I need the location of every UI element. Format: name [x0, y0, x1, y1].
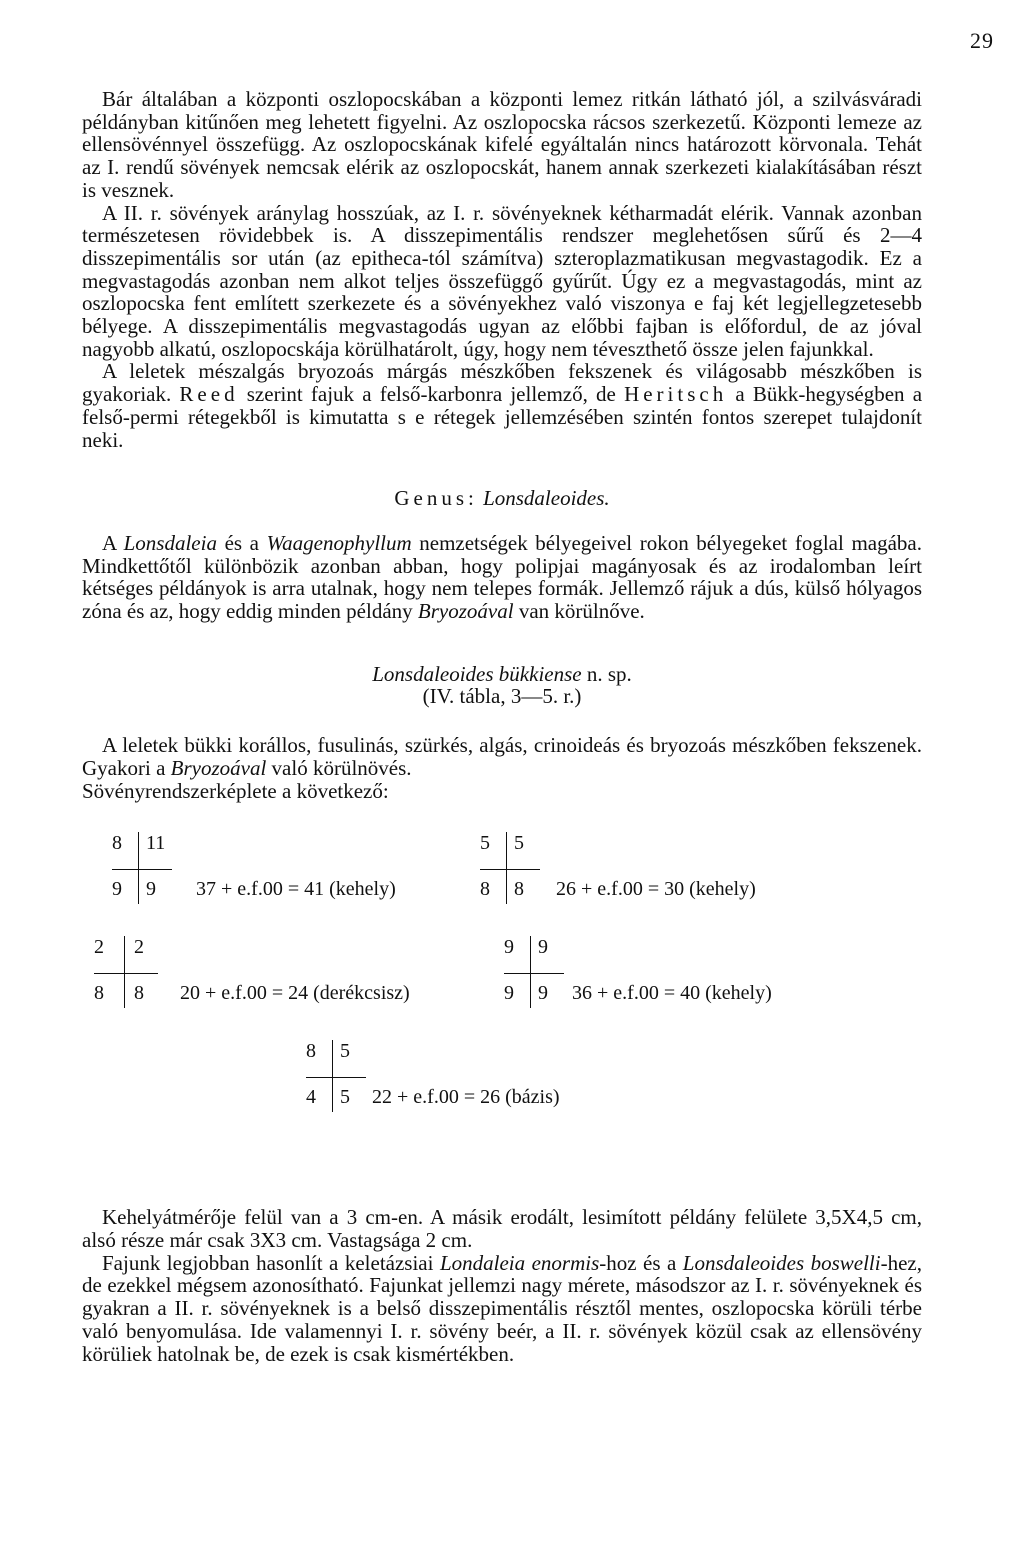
formula-line: [480, 869, 540, 870]
formula-line: [306, 1077, 366, 1078]
formula-cell: 8: [134, 982, 144, 1005]
formula-result: 36 + e.f.00 = 40 (kehely): [572, 982, 772, 1005]
formula-cell: 9: [146, 878, 156, 901]
formula-cell: 9: [504, 982, 514, 1005]
formula-result: 26 + e.f.00 = 30 (kehely): [556, 878, 756, 901]
formula-line: [506, 832, 507, 904]
paragraph-3-text-1: szerint fajuk a felső-karbonra jellemző, de: [238, 382, 625, 407]
paragraph-3-lead: A leletek mészalgás bryozoás márgás mészkőben fekszenek és világosabb mészkőben is gyakoriak.: [82, 359, 922, 407]
genus-paragraph: [82, 532, 922, 623]
genus-label: Genus:: [394, 486, 478, 511]
formula-cell: 8: [514, 878, 524, 901]
paragraph-2: A II. r. sövények aránylag hosszúak, az I. r. sövényeknek kétharmadát elérik. Vannak azonban természetesen rövidebbek is. A disszepimentális rendszer meglehetősen sűrű és 2—4 disszepimentális sor után (az epitheca-tól számítva) szteroplazmatikusan megvastagodik. Ez a megvastagodás azonban nem alkot teljes összefüggő gyűrűt. Úgy ez a megvastagodás, mint az oszlopocska fent említett szerkezete és a sövényekhez való viszonya e faj két legjellegzetesebb bélyege. A disszepimentális megvastagodás ugyan az előbbi fajban is előfordul, de az jóval nagyobb alkatú, oszlopocskája körülhatárolt, úgy, hogy nem téveszthető össze jelen fajunkkal.: [82, 200, 922, 361]
septal-formulas: [82, 832, 922, 1182]
formula-line: [94, 973, 158, 974]
formula-cell: 9: [112, 878, 122, 901]
taxon-bryozoa: Bryozoával: [417, 599, 514, 624]
formula-cell: 5: [480, 832, 490, 855]
genus-name: Lonsdaleoides.: [483, 486, 610, 511]
paragraph-3-text-2: a Bükk-hegységben a felső-permi rétegekből is kimutatta s e rétegek jellemzésében szintén fontos szerepet tulajdonít neki.: [82, 382, 923, 452]
genus-para-text-d: van körülnőve.: [513, 599, 645, 624]
closing-paragraph-2: [82, 1252, 922, 1366]
genus-heading: [82, 487, 922, 510]
final-para-text-a: Fajunk legjobban hasonlít a keletázsiai: [102, 1250, 440, 1275]
formula-cell: 8: [112, 832, 122, 855]
taxon-lonsdaleia: Lonsdaleia: [123, 530, 217, 555]
paragraph-1: Bár általában a központi oszlopocskában a központi lemez ritkán látható jól, a szilvásváradi példányban kitűnően meg lehetett figyelni. Az oszlopocska rácsos szerkezetű. Központi lemeze az ellensövénnyel összefügg. Az oszlopocskának kifelé egyáltalán nincs határozott körvonala. Tehát az I. rendű sövények nemcsak elérik az oszlopocskát, hanem annak szerkezeti kialakításában részt is vesznek.: [82, 87, 922, 202]
taxon-lonsdaleoides-boswelli: Lonsdaleoides boswelli: [682, 1250, 881, 1275]
species-suffix: n. sp.: [581, 661, 632, 686]
paragraph-3: [82, 360, 922, 451]
formula-line: [124, 936, 125, 1008]
species-heading: [82, 663, 922, 686]
formula-result: 20 + e.f.00 = 24 (derékcsisz): [180, 982, 410, 1005]
taxon-londaleia-enormis: Londaleia enormis: [439, 1250, 600, 1275]
formula-cell: 9: [538, 982, 548, 1005]
formula-cell: 2: [94, 936, 104, 959]
formula-cell: 5: [340, 1086, 350, 1109]
formula-intro: Sövényrendszerképlete a következő:: [82, 778, 389, 803]
formula-cell: 8: [480, 878, 490, 901]
formula-result: 37 + e.f.00 = 41 (kehely): [196, 878, 396, 901]
final-para-text-c: -hez, de ezekkel mégsem azonosítható. Fajunkat jellemzi nagy mérete, másodszor az I. r. sövényeknek és gyakran a II. r. sövényeknek is a belső disszepimentális résztől mentes, oszlopocska körüli térbe való benyomulása. Ide valamennyi I. r. sövény beér, a II. r. sövények közül csak az ellensövény körüliek hatolnak be, de ezek is csak kismértékben.: [82, 1250, 922, 1366]
plate-reference: (IV. tábla, 3—5. r.): [422, 684, 582, 709]
taxon-bryozoa-2: Bryozoával: [170, 755, 267, 780]
formula-cell: 5: [514, 832, 524, 855]
formula-result: 22 + e.f.00 = 26 (bázis): [372, 1086, 560, 1109]
genus-para-text-c: nemzetségek bélyegeivel rokon bélyegeket foglal magába. Mindkettőtől különbözik azonban abban, hogy polipjai magányosak és az irodalomban leírt kétséges példányok is arra utalnak, hogy nem telepes formák. Jellemző rájuk a dús, külső hólyagos zóna és az, hogy eddig minden példány: [82, 530, 922, 624]
formula-cell: 9: [504, 936, 514, 959]
formula-cell: 9: [538, 936, 548, 959]
formula-cell: 2: [134, 936, 144, 959]
formula-line: [332, 1040, 333, 1112]
formula-line: [138, 832, 139, 904]
author-reed: Reed: [179, 382, 239, 407]
formula-cell: 4: [306, 1086, 316, 1109]
species-para-text-b: való körülnövés.: [266, 755, 412, 780]
species-paragraph: [82, 734, 922, 779]
formula-cell: 11: [146, 832, 166, 855]
formula-cell: 5: [340, 1040, 350, 1063]
species-para-text-a: A leletek bükki korállos, fusulinás, szürkés, algás, crinoideás és bryozoás mészkőben fekszenek. Gyakori a: [82, 733, 922, 780]
genus-para-text-a: A: [102, 530, 124, 555]
formula-line: [530, 936, 531, 1008]
species-name: Lonsdaleoides bükkiense: [372, 661, 582, 686]
formula-cell: 8: [94, 982, 104, 1005]
genus-para-text-b: és a: [216, 530, 267, 555]
formula-cell: 8: [306, 1040, 316, 1063]
author-heritsch: Heritsch: [624, 382, 728, 407]
formula-line: [112, 869, 172, 870]
taxon-waagenophyllum: Waagenophyllum: [266, 530, 412, 555]
closing-paragraph-1: Kehelyátmérője felül van a 3 cm-en. A másik erodált, lesimított példány felülete 3,5X4,5 cm, alsó része már csak 3X3 cm. Vastagsága 2 cm.: [82, 1205, 922, 1252]
formula-line: [504, 973, 564, 974]
final-para-text-b: -hoz és a: [599, 1250, 683, 1275]
page-number: 29: [970, 28, 994, 53]
article-body: [82, 88, 922, 1365]
